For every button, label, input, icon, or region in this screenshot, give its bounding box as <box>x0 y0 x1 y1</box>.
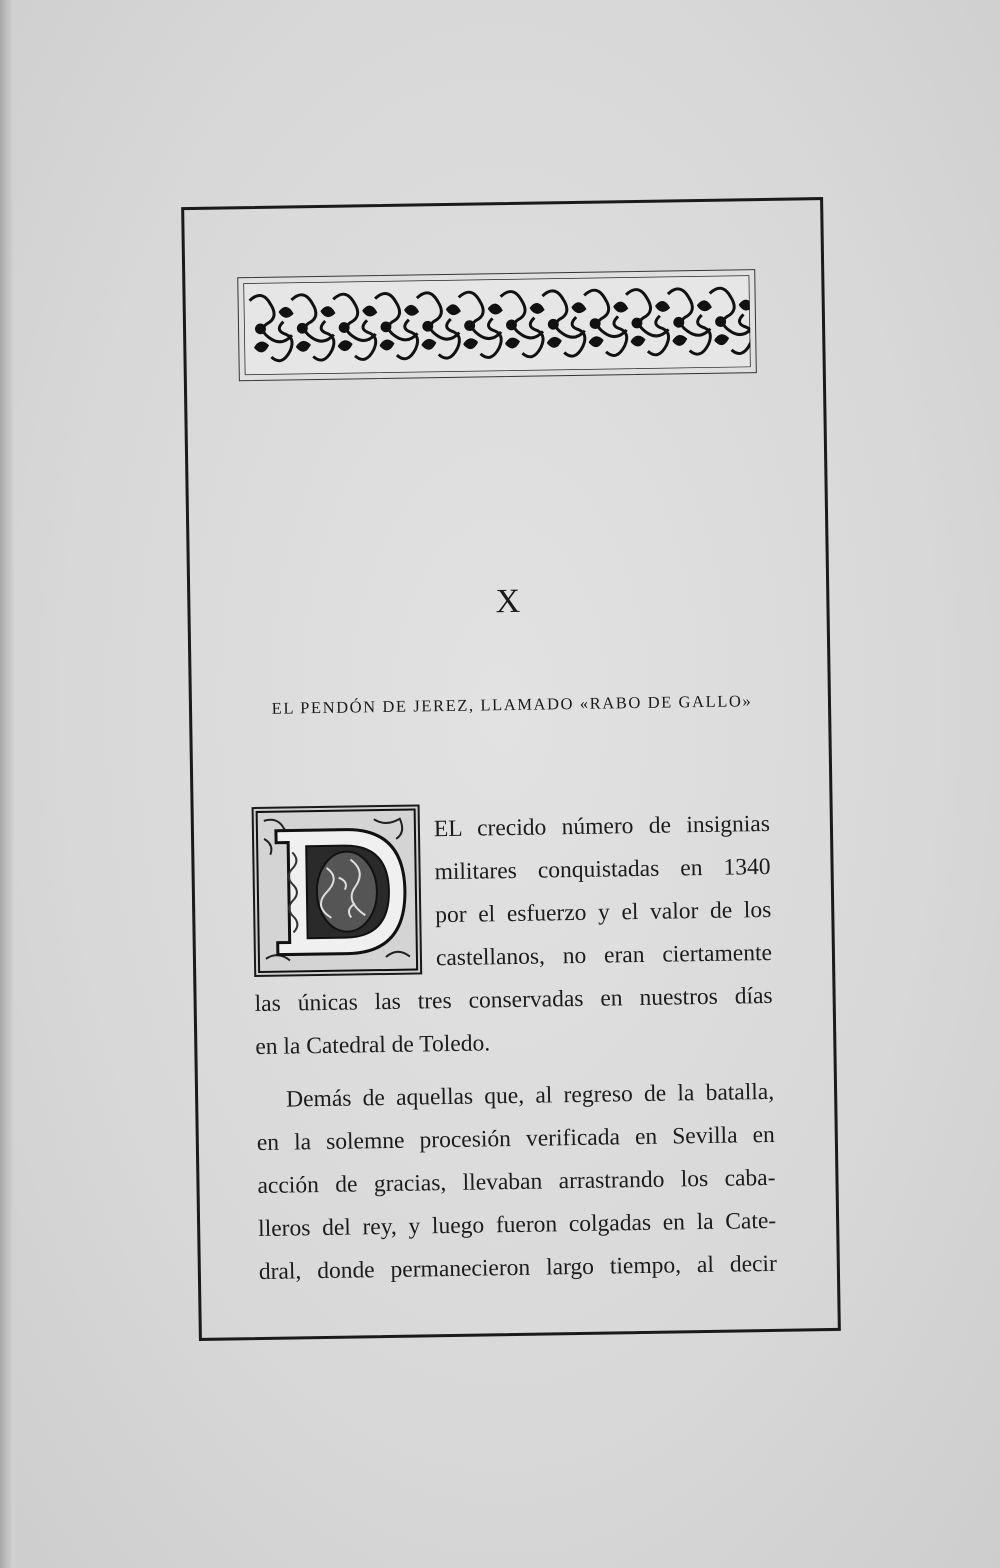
scroll-ornament-icon <box>243 275 750 375</box>
paragraph1-line-3: por el esfuerzo y el valor de los <box>435 896 772 929</box>
ornament-dot <box>424 322 432 330</box>
ornament-dot <box>382 323 390 331</box>
ornament-dot <box>549 320 557 328</box>
ornament-dot <box>298 324 306 332</box>
ornament-dot <box>466 322 474 330</box>
ornament-dot <box>633 319 641 327</box>
ornament-dot <box>675 318 683 326</box>
paragraph2-line-3: acción de gracias, llevaban arrastrando los caba- <box>257 1164 776 1200</box>
paragraph1-line-5: las únicas las tres conservadas en nuestros días <box>254 982 773 1018</box>
page-border-frame <box>181 197 841 1341</box>
paragraph2-line-2: en la solemne procesión verificada en Sevilla en <box>256 1121 775 1157</box>
chapter-title: EL PENDÓN DE JEREZ, LLAMADO «RABO DE GALLO» <box>271 691 753 718</box>
decorated-initial <box>252 804 423 977</box>
paragraph2-line-4: lleros del rey, y luego fueron colgadas en la Cate- <box>257 1207 777 1243</box>
ornament-dot <box>507 321 515 329</box>
ornament-dot <box>591 320 599 328</box>
ornamental-headpiece <box>237 269 757 381</box>
paragraph1-line-1: EL crecido número de insignias <box>433 810 771 843</box>
ornament-dot <box>717 318 725 326</box>
chapter-number: X <box>495 582 522 621</box>
paragraph2-line-5: dral, donde permanecieron largo tiempo, al decir <box>258 1250 778 1286</box>
paragraph1-line-2: militares conquistadas en 1340 <box>434 853 771 886</box>
spine-shadow <box>0 0 14 1568</box>
ornament-dot <box>340 324 348 332</box>
ornament-dot <box>256 325 264 333</box>
paragraph2-line-1: Demás de aquellas que, al regreso de la batalla, <box>285 1078 775 1113</box>
paragraph1-line-6: en la Catedral de Toledo. <box>255 1030 491 1061</box>
paragraph1-line-4: castellanos, no eran ciertamente <box>435 939 773 972</box>
decorated-d-initial-icon <box>254 806 421 975</box>
